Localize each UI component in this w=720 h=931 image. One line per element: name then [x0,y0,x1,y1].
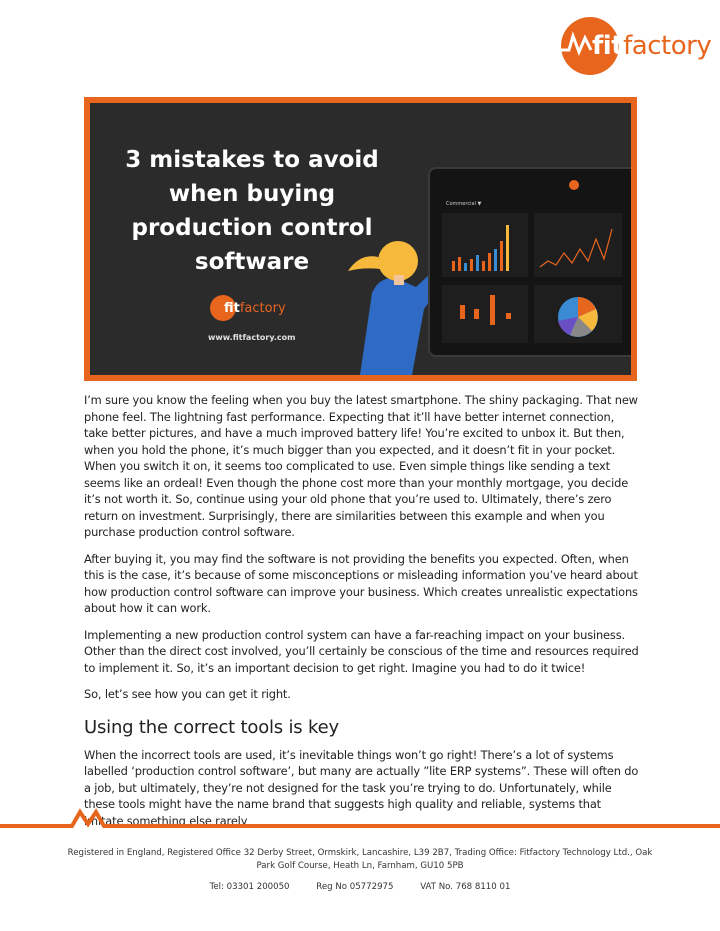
footer-vat: VAT No. 768 8110 01 [420,882,511,892]
footer-meta [0,882,720,892]
hero-logo-factory: factory [239,301,286,316]
paragraph-4: So, let’s see how you can get it right. [84,687,291,701]
footer-reg-no: Reg No 05772975 [316,882,394,892]
footer-wave-line [0,806,720,836]
dashboard-label: Commercial ▼ [446,201,482,207]
paragraph-5: When the incorrect tools are used, it’s inevitable things won’t go right! There’s a lot of systems labelled ‘production control software’, but many are actually ”lite ERP systems”. These will often do a job, but ultimately, they’re not designed for the task you’re trying to do. Unfortunately, while these tools might have the name brand that suggests high quality and reliable, systems that imitate something else rarely [84,747,639,828]
logo-fit-text: fit [592,31,624,61]
hero-banner [84,97,637,381]
article-body [84,392,640,839]
logo-factory-text: factory [623,31,712,61]
logo-wordmark [592,31,711,61]
paragraph-1: I’m sure you know the feeling when you buy the latest smartphone. The shiny packaging. That new phone feel. The lightning fast performance. Expecting that it’ll have better internet connection, take better pictures, and have a much improved battery life! You’re excited to unbox it. But then, when you hold the phone, it’s much bigger than you expected, and it doesn’t fit in your pocket. When you switch it on, it seems too complicated to use. Even simple things like sending a text seems like an ordeal! Even though the phone cost more than your monthly mortgage, you decide it’s not worth it. So, continue using your old phone that you’re used to. Ultimately, there’s zero return on investment. Surprisingly, there are similarities between this example and when you purchase production control software. [84,393,638,539]
hero-logo-fit: fit [224,301,240,316]
hero-url: www.fitfactory.com [208,333,296,342]
section-heading: Using the correct tools is key [84,716,339,738]
hero-inner [90,103,631,375]
footer-tel: Tel: 03301 200050 [209,882,290,892]
paragraph-2: After buying it, you may find the software is not providing the benefits you expected. Often, when this is the case, it’s because of some misconceptions or misleading information you’ve heard about how production control software can improve your business. Which creates unrealistic expectations about how it can work. [84,551,638,615]
dashboard-screen [428,167,631,357]
footer-registered: Registered in England, Registered Office 32 Derby Street, Ormskirk, Lancashire, L39 2B7, Trading Office: Fitfactory Technology Ltd., Oak Park Golf Course, Heath Ln, Farnham, GU10 5PB [67,848,653,871]
hero-title: 3 mistakes to avoid when buying production control software [125,147,379,275]
dashboard-charts [430,169,631,351]
brand-logo [559,14,712,76]
paragraph-3: Implementing a new production control system can have a far-reaching impact on your business. Other than the direct cost involved, you’ll certainly be conscious of the time and resources required to implement it. So, it’s an important decision to get right. Imagine you had to do it twice! [84,627,639,675]
hero-logo-wordmark [224,301,286,316]
